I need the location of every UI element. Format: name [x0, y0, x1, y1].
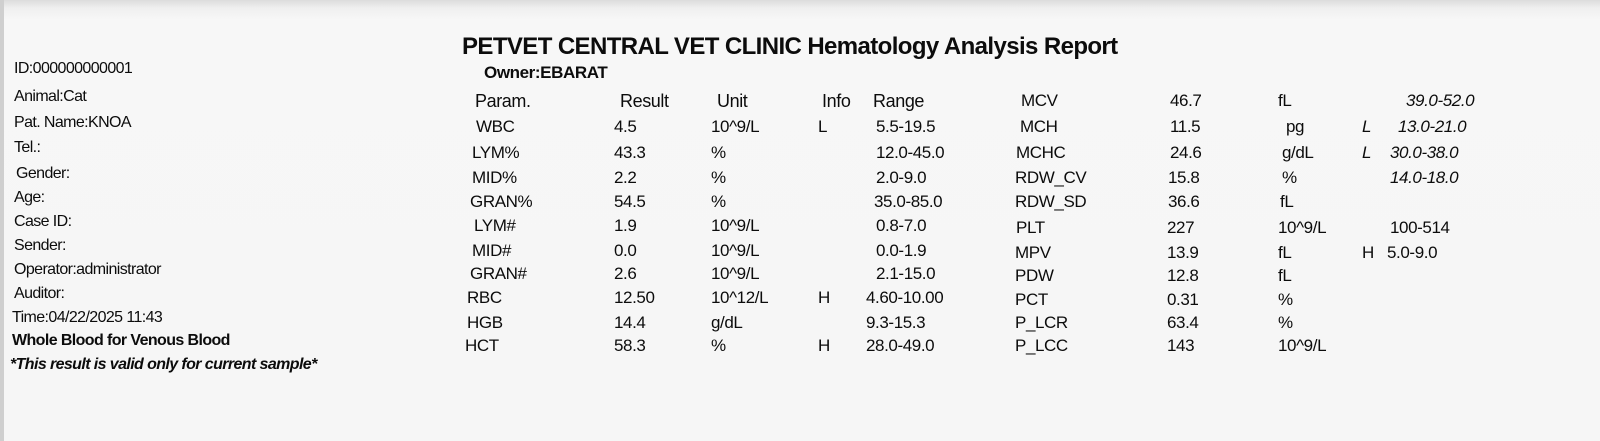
right-cell-unit: % — [1282, 168, 1297, 187]
left-cell-range: 0.8-7.0 — [876, 216, 927, 235]
left-cell-result: 0.0 — [614, 241, 637, 260]
patient-info-line: ID:000000000001 — [14, 60, 133, 77]
left-cell-param: HCT — [465, 336, 499, 355]
patient-info-line: Operator:administrator — [14, 261, 161, 278]
header-param: Param. — [475, 91, 531, 111]
patient-info-line: Gender: — [16, 165, 70, 182]
right-cell-unit: fL — [1278, 266, 1292, 285]
left-cell-unit: 10^9/L — [711, 241, 760, 260]
paper-edge — [0, 0, 4, 441]
patient-info-line: Case ID: — [14, 213, 72, 230]
left-cell-range: 4.60-10.00 — [866, 288, 944, 307]
right-cell-range: 100-514 — [1390, 218, 1450, 237]
left-cell-unit: 10^12/L — [711, 288, 769, 307]
right-cell-param: PCT — [1015, 290, 1048, 309]
right-cell-result: 11.5 — [1170, 117, 1201, 136]
right-cell-param: MCV — [1021, 91, 1058, 110]
header-unit: Unit — [717, 91, 748, 111]
right-cell-result: 46.7 — [1170, 91, 1202, 110]
left-cell-range: 2.0-9.0 — [876, 168, 927, 187]
patient-info-line: Whole Blood for Venous Blood — [12, 332, 230, 349]
left-cell-range: 5.5-19.5 — [876, 117, 936, 136]
right-cell-unit: 10^9/L — [1278, 218, 1327, 237]
left-cell-range: 0.0-1.9 — [876, 241, 927, 260]
right-cell-result: 12.8 — [1167, 266, 1199, 285]
left-cell-info: H — [818, 288, 830, 307]
right-cell-info: H — [1362, 243, 1374, 262]
left-cell-result: 4.5 — [614, 117, 637, 136]
left-cell-unit: 10^9/L — [711, 216, 760, 235]
right-cell-param: RDW_SD — [1015, 192, 1087, 211]
left-cell-range: 9.3-15.3 — [866, 313, 926, 332]
right-cell-result: 36.6 — [1168, 192, 1200, 211]
right-cell-result: 0.31 — [1167, 290, 1199, 309]
right-cell-range: 39.0-52.0 — [1406, 91, 1475, 110]
left-cell-result: 54.5 — [614, 192, 646, 211]
right-cell-param: P_LCC — [1015, 336, 1068, 355]
right-cell-result: 227 — [1167, 218, 1195, 237]
patient-info-line: Pat. Name:KNOA — [14, 114, 131, 131]
left-cell-unit: % — [711, 192, 726, 211]
left-cell-param: RBC — [467, 288, 502, 307]
header-range: Range — [873, 91, 925, 111]
left-cell-range: 12.0-45.0 — [876, 143, 945, 162]
right-cell-param: PLT — [1016, 218, 1045, 237]
left-cell-unit: g/dL — [711, 313, 743, 332]
left-cell-unit: 10^9/L — [711, 117, 760, 136]
right-cell-result: 143 — [1167, 336, 1195, 355]
left-cell-param: LYM# — [474, 216, 516, 235]
left-cell-result: 14.4 — [614, 313, 646, 332]
left-cell-range: 28.0-49.0 — [866, 336, 935, 355]
right-cell-unit: pg — [1286, 117, 1305, 136]
left-cell-param: MID% — [472, 168, 517, 187]
left-cell-param: LYM% — [472, 143, 520, 162]
right-cell-param: MCHC — [1016, 143, 1066, 162]
right-cell-unit: 10^9/L — [1278, 336, 1327, 355]
right-cell-range: 5.0-9.0 — [1387, 243, 1438, 262]
patient-info-line: Sender: — [14, 237, 66, 254]
left-cell-info: H — [818, 336, 830, 355]
right-cell-param: RDW_CV — [1015, 168, 1087, 187]
right-cell-unit: % — [1278, 290, 1293, 309]
right-cell-unit: fL — [1280, 192, 1294, 211]
patient-info-line: Age: — [14, 189, 45, 206]
right-cell-result: 24.6 — [1170, 143, 1202, 162]
left-cell-param: GRAN% — [470, 192, 533, 211]
left-cell-unit: % — [711, 143, 726, 162]
right-cell-unit: g/dL — [1282, 143, 1314, 162]
left-cell-unit: 10^9/L — [711, 264, 760, 283]
left-cell-result: 2.2 — [614, 168, 637, 187]
right-cell-result: 63.4 — [1167, 313, 1199, 332]
left-cell-param: GRAN# — [470, 264, 527, 283]
right-cell-result: 13.9 — [1167, 243, 1199, 262]
left-cell-param: HGB — [467, 313, 503, 332]
patient-info-line: *This result is valid only for current sample* — [10, 356, 317, 373]
left-cell-result: 43.3 — [614, 143, 646, 162]
left-cell-range: 35.0-85.0 — [874, 192, 943, 211]
left-cell-info: L — [818, 117, 828, 136]
patient-info-line: Time:04/22/2025 11:43 — [12, 309, 163, 326]
right-cell-param: PDW — [1015, 266, 1054, 285]
right-cell-param: MCH — [1020, 117, 1058, 136]
owner-label: Owner:EBARAT — [484, 63, 608, 82]
right-cell-info: L — [1362, 117, 1372, 136]
right-cell-info: L — [1362, 143, 1372, 162]
patient-info-line: Animal:Cat — [14, 88, 87, 105]
patient-info-line: Tel.: — [14, 139, 41, 156]
right-cell-unit: fL — [1278, 91, 1292, 110]
right-cell-param: P_LCR — [1015, 313, 1068, 332]
right-cell-result: 15.8 — [1168, 168, 1200, 187]
header-result: Result — [620, 91, 669, 111]
report-title: PETVET CENTRAL VET CLINIC Hematology Analysis Report — [462, 33, 1118, 60]
left-cell-range: 2.1-15.0 — [876, 264, 936, 283]
left-cell-param: WBC — [476, 117, 515, 136]
left-cell-result: 58.3 — [614, 336, 646, 355]
left-cell-param: MID# — [472, 241, 512, 260]
left-cell-unit: % — [711, 168, 726, 187]
right-cell-range: 13.0-21.0 — [1398, 117, 1467, 136]
left-cell-result: 12.50 — [614, 288, 655, 307]
left-cell-result: 1.9 — [614, 216, 637, 235]
right-cell-unit: fL — [1278, 243, 1292, 262]
left-cell-unit: % — [711, 336, 726, 355]
patient-info-line: Auditor: — [14, 285, 65, 302]
right-cell-range: 14.0-18.0 — [1390, 168, 1459, 187]
right-cell-unit: % — [1278, 313, 1293, 332]
right-cell-range: 30.0-38.0 — [1390, 143, 1459, 162]
right-cell-param: MPV — [1015, 243, 1051, 262]
left-cell-result: 2.6 — [614, 264, 637, 283]
header-info: Info — [822, 91, 851, 111]
